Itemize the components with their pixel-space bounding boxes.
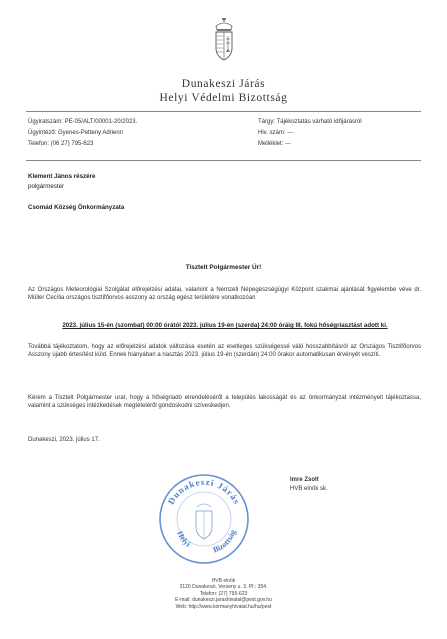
svg-text:Dunakeszi Járás	[166, 477, 242, 506]
salutation: Tisztelt Polgármester Úr!	[185, 264, 262, 271]
signer-name: Imre Zsolt	[290, 477, 319, 483]
phone-number: Telefon: (06 27) 795-623	[28, 141, 94, 147]
footer-phone: Telefon: (27) 795-623	[199, 590, 248, 597]
stamp-top-text: Dunakeszi Járás	[165, 476, 243, 507]
meta-divider	[26, 160, 421, 161]
file-number: Ügyiratszám: PE-05/ALT/00001-20/2023.	[28, 119, 138, 125]
header-divider	[26, 111, 421, 112]
signer-role: HVB elnök sk.	[290, 486, 328, 492]
organization-name-line-2: Helyi Védelmi Bizottság	[159, 92, 288, 104]
official-stamp	[154, 467, 254, 567]
subject: Tárgy: Tájékoztatás várható időjárásról	[258, 119, 362, 125]
footer-title: HVB elnök	[211, 578, 236, 584]
recipient-organization: Csomád Község Önkormányzata	[28, 204, 125, 211]
svg-text:Helyi	[175, 530, 192, 550]
recipient-name: Klement János részére	[28, 173, 96, 180]
letter-footer	[0, 578, 447, 610]
stamp-crest-icon	[196, 504, 212, 539]
footer-web: Web: http://www.kormanyhivatal.hu/hu/pest	[175, 603, 272, 610]
stamp-right-text: Bizottság	[211, 528, 238, 555]
organization-name-line-1: Dunakeszi Járás	[181, 78, 266, 90]
footer-address: 2120 Dunakeszi, Verseny u. 3. Pf.: 354.	[179, 584, 268, 591]
attachment: Melléklet: ---	[258, 141, 292, 147]
paragraph-3: Kérem a Tisztelt Polgármester urat, hogy a hőségriadó elrendeléséről a település lakosságát és az önkormányzat intézményeit tájékoztassa, valamint a szükséges intézkedések megtételéről gondoskodni szíveskedjen.	[28, 395, 421, 409]
recipient-role: polgármester	[28, 183, 65, 190]
case-officer: Ügyintéző: Gyenes-Petteny Adrienn	[28, 130, 124, 136]
letter-date: Dunakeszi, 2023. július 17.	[28, 437, 100, 443]
meta-right-block	[258, 118, 362, 151]
paragraph-2: Továbbá tájékoztatom, hogy az előrejelzési adatok változása esetén az esetleges szükségessé váló hosszabbításról az Országos Tisztifőorvos Asszony újabb értesítést küld. Ennek hiányában a riasztás 2023. július 19-én (szerdán) 24:00 órakor automatikusan érvényét veszíti.	[28, 344, 421, 358]
heat-alert-notice: 2023. július 15-én (szombat) 00:00 órától 2023. július 19-én (szerda) 24:00 óráig III. fokú hőségriasztást adott ki.	[62, 322, 388, 329]
stamp-left-text: Helyi	[175, 529, 193, 549]
reference-number: Hiv. szám: ---	[258, 130, 294, 136]
meta-left-block	[28, 118, 137, 151]
coat-of-arms-icon	[213, 18, 235, 62]
footer-email: E-mail: dunakeszi.jarashivatal@pest.gov.hu	[175, 597, 272, 604]
paragraph-1: Az Országos Meteorológiai Szolgálat előrejelzési adatai, valamint a Nemzeti Népegészségügyi Központ szakmai ajánlását figyelembe véve dr. Müller Cecília országos tisztifőorvos asszony az ország egész területére vonatkozóan	[28, 287, 421, 301]
